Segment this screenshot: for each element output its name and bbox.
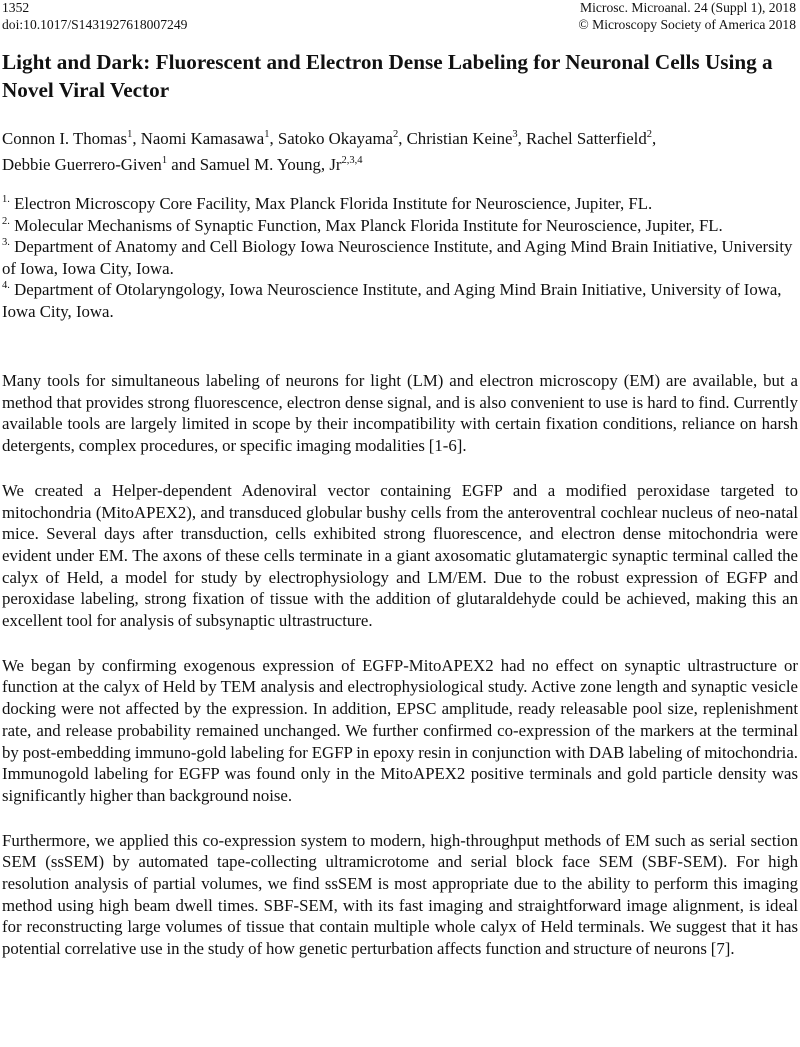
author: Rachel Satterfield$^2$, [526,129,657,148]
body-paragraph-2: We created a Helper-dependent Adenoviral vector containing EGFP and a modified peroxidase targeted to mitochondria (MitoAPEX2), and transduced globular bushy cells from the anteroventral cochlear nucleus of neo-natal mice. Several days after transduction, cells exhibited strong fluorescence, and electron dense mitochondria were evident under EM. The axons of these cells terminate in a giant axosomatic glutamatergic synaptic terminal called the calyx of Held, a model for study by electrophysiology and LM/EM. Due to the robust expression of EGFP and peroxidase labeling, strong fixation of tissue with the addition of glutaraldehyde could be achieved, making this an excellent tool for analysis of subsynaptic ultrastructure. [2,480,798,631]
affiliation-3: $^{3.}$ Department of Anatomy and Cell Biology Iowa Neuroscience Institute, and Aging Mind Brain Initiative, University of Iowa, Iowa City, Iowa. [2,237,793,278]
affiliation-4: $^{4.}$ Department of Otolaryngology, Iowa Neuroscience Institute, and Aging Mind Brain Initiative, University of Iowa, Iowa City, Iowa. [2,280,782,321]
header-left [2,0,187,33]
copyright-notice: © Microscopy Society of America 2018 [578,16,796,32]
body-paragraph-4: Furthermore, we applied this co-expression system to modern, high-throughput methods of EM such as serial section SEM (ssSEM) by automated tape-collecting ultramicrotome and serial block face SEM (SBF-SEM). For high resolution analysis of partial volumes, we find ssSEM is most appropriate due to the ability to perform this imaging method using high beam dwell times. SBF-SEM, with its fast imaging and straightforward image alignment, is ideal for reconstructing large volumes of tissue that contain multiple whole calyx of Held terminals. We suggest that it has potential correlative use in the study of how genetic perturbation affects function and structure of neurons [7]. [2,830,798,959]
doi: doi:10.1017/S1431927618007249 [2,16,188,32]
author: Satoko Okayama$^2$, [277,129,407,148]
journal-citation: Microsc. Microanal. 24 (Suppl 1), 2018 [580,0,796,15]
author-list [2,126,797,178]
body-paragraph-1: Many tools for simultaneous labeling of neurons for light (LM) and electron microscopy (EM) are available, but a method that provides strong fluorescence, electron dense signal, and is also convenient to use is hard to find. Currently available tools are largely limited in scope by their incompatibility with certain fixation conditions, reliance on harsh detergents, complex procedures, or specific imaging modalities [1-6]. [2,371,798,456]
author: Naomi Kamasawa$^1$, [140,129,278,148]
abstract-body [2,370,798,983]
page-number: 1352 [2,0,30,15]
body-paragraph-3: We began by confirming exogenous expression of EGFP-MitoAPEX2 had no effect on synaptic ultrastructure or function at the calyx of Held by TEM analysis and electrophysiological study. Active zone length and synaptic vesicle docking were not affected by the expression. In addition, EPSC amplitude, ready releasable pool size, replenishment rate, and release probability remained unchanged. We further confirmed co-expression of the markers at the terminal by post-embedding immuno-gold labeling for EGFP in epoxy resin in conjunction with DAB labeling of mitochondria. Immunogold labeling for EGFP was found only in the MitoAPEX2 positive terminals and gold particle density was significantly higher than background noise. [2,655,798,805]
affiliation-1: $^{1.}$ Electron Microscopy Core Facility, Max Planck Florida Institute for Neuroscience, Jupiter, FL. [2,194,653,213]
author: Christian Keine$^3$, [406,129,527,148]
author: Debbie Guerrero-Given$^1$ and [2,155,200,174]
author: Samuel M. Young, Jr$^{2,3,4}$ [199,155,363,174]
affiliation-list [2,193,797,323]
author: Connon I. Thomas$^1$, [2,129,141,148]
paper-title: Light and Dark: Fluorescent and Electron Dense Labeling for Neuronal Cells Using a Novel Viral Vector [2,50,773,102]
header-right [578,0,796,33]
affiliation-2: $^{2.}$ Molecular Mechanisms of Synaptic Function, Max Planck Florida Institute for Neuroscience, Jupiter, FL. [2,215,723,235]
